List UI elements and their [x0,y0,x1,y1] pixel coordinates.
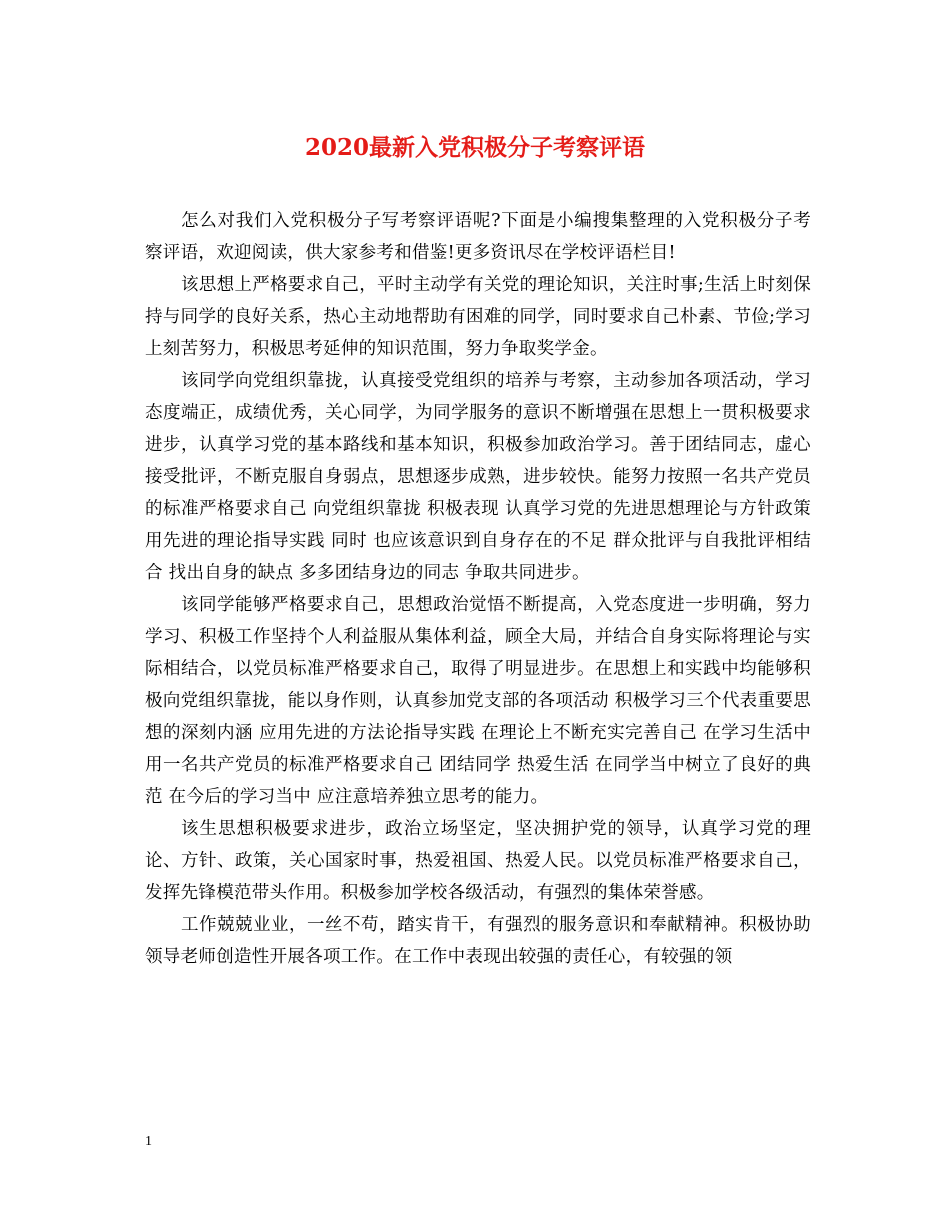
document-title: 2020最新入党积极分子考察评语 [304,134,645,161]
paragraph-comment-4: 该生思想积极要求进步，政治立场坚定，坚决拥护党的领导，认真学习党的理论、方针、政策，关心国家时事，热爱祖国、热爱人民。以党员标准严格要求自己，发挥先锋模范带头作用。积极参加学校各级活动，有强烈的集体荣誉感。 [145,819,811,903]
paragraph-comment-1: 该思想上严格要求自己，平时主动学有关党的理论知识，关注时事;生活上时刻保持与同学的良好关系，热心主动地帮助有困难的同学，同时要求自己朴素、节俭;学习上刻苦努力，积极思考延伸的知识范围，努力争取奖学金。 [145,275,811,359]
paragraph-intro: 怎么对我们入党积极分子写考察评语呢?下面是小编搜集整理的入党积极分子考察评语，欢迎阅读，供大家参考和借鉴!更多资讯尽在学校评语栏目! [145,211,811,263]
document-body [145,205,811,973]
paragraph-comment-3: 该同学能够严格要求自己，思想政治觉悟不断提高，入党态度进一步明确，努力学习、积极工作坚持个人利益服从集体利益，顾全大局，并结合自身实际将理论与实际相结合，以党员标准严格要求自己，取得了明显进步。在思想上和实践中均能够积极向党组织靠拢，能以身作则，认真参加党支部的各项活动 积极学习三个代表重要思想的深刻内涵 应用先进的方法论指导实践 在理论上不断充实完善自己 在学习生活中 用一名共产党员的标准严格要求自己 团结同学 热爱生活 在同学当中树立了良好的典范 在今后的学习当中 应注意培养独立思考的能力。 [145,595,811,807]
paragraph-comment-2: 该同学向党组织靠拢，认真接受党组织的培养与考察，主动参加各项活动，学习态度端正，成绩优秀，关心同学，为同学服务的意识不断增强在思想上一贯积极要求进步，认真学习党的基本路线和基本知识，积极参加政治学习。善于团结同志，虚心接受批评，不断克服自身弱点，思想逐步成熟，进步较快。能努力按照一名共产党员的标准严格要求自己 向党组织靠拢 积极表现 认真学习党的先进思想理论与方针政策 用先进的理论指导实践 同时 也应该意识到自身存在的不足 群众批评与自我批评相结合 找出自身的缺点 多多团结身边的同志 争取共同进步。 [145,371,811,583]
page-number: 1 [145,1134,152,1149]
paragraph-comment-5: 工作兢兢业业，一丝不苟，踏实肯干，有强烈的服务意识和奉献精神。积极协助领导老师创造性开展各项工作。在工作中表现出较强的责任心，有较强的领 [145,915,811,967]
